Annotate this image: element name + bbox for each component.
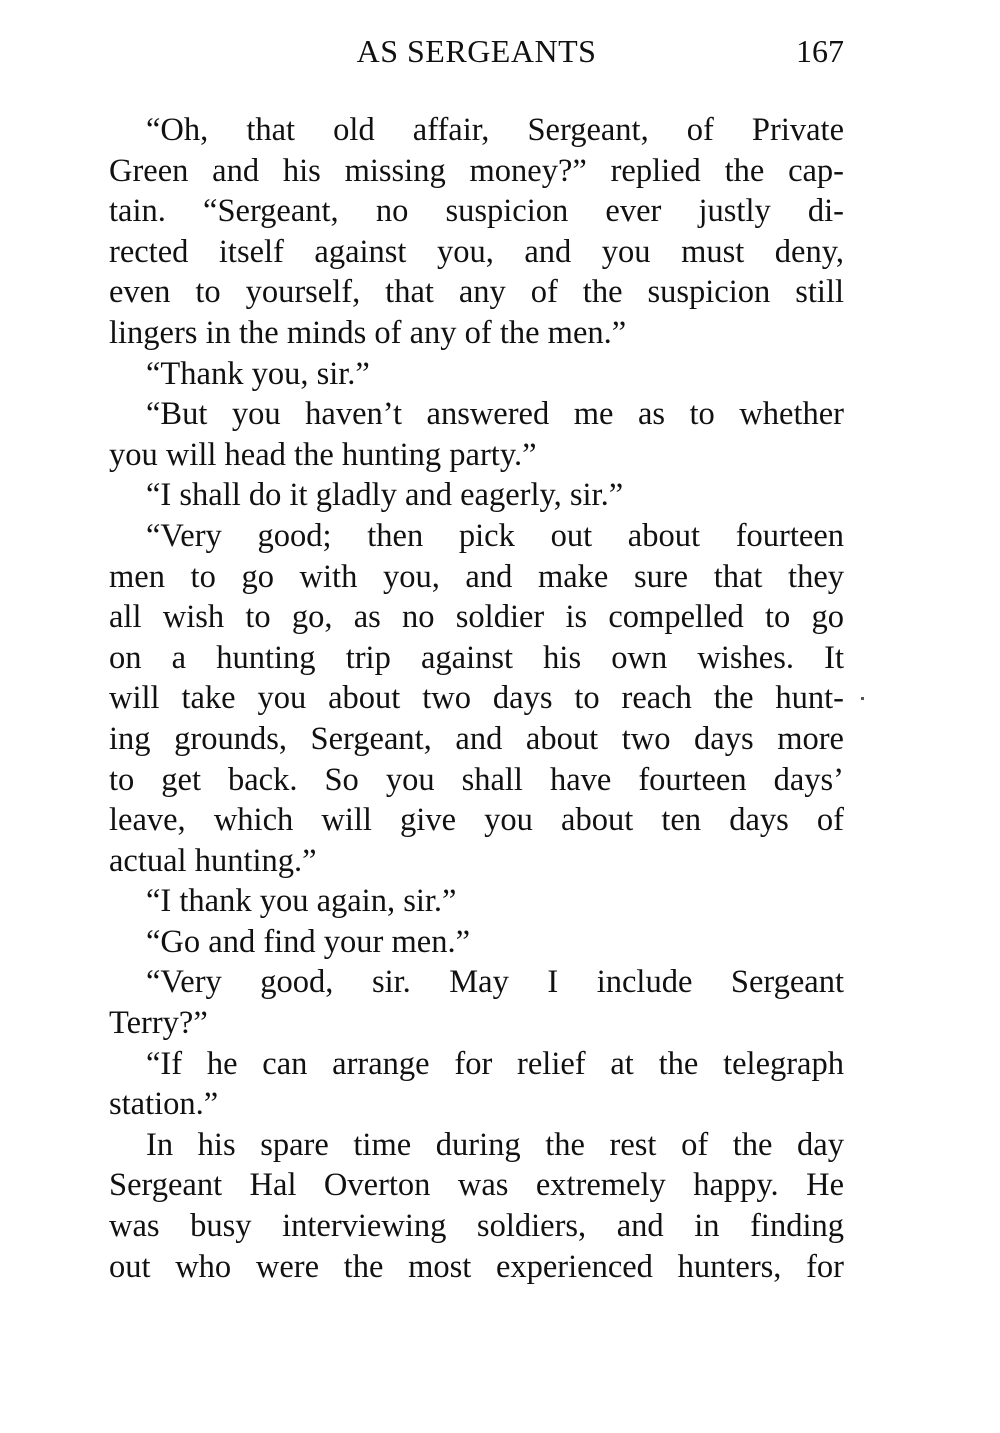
text-line: even to yourself, that any of the suspicion still: [109, 274, 844, 311]
text-line: ing grounds, Sergeant, and about two days more: [109, 720, 844, 757]
text-line: “I shall do it gladly and eagerly, sir.”: [146, 477, 624, 514]
text-line: will take you about two days to reach the hunt-: [109, 680, 844, 717]
text-line: you will head the hunting party.”: [109, 436, 537, 473]
text-line: actual hunting.”: [109, 842, 317, 879]
running-title: AS SERGEANTS: [356, 33, 597, 69]
text-line: out who were the most experienced hunters, for: [109, 1248, 844, 1285]
text-line: on a hunting trip against his own wishes. It: [109, 639, 844, 676]
text-line: to get back. So you shall have fourteen days’: [109, 761, 844, 798]
text-line: “Very good; then pick out about fourteen: [146, 517, 844, 554]
page-header: [109, 28, 844, 74]
page-number: 167: [796, 33, 844, 69]
text-line: Green and his missing money?” replied the cap-: [109, 152, 844, 189]
text-line: leave, which will give you about ten days of: [109, 802, 844, 839]
text-line: tain. “Sergeant, no suspicion ever justly di-: [109, 193, 844, 230]
text-line: rected itself against you, and you must deny,: [109, 233, 844, 270]
text-line: “Go and find your men.”: [146, 923, 471, 960]
text-line: “Thank you, sir.”: [146, 355, 370, 392]
text-line: all wish to go, as no soldier is compelled to go: [109, 599, 844, 636]
text-line: lingers in the minds of any of the men.”: [109, 314, 627, 351]
text-line: “But you haven’t answered me as to whether: [146, 396, 844, 433]
text-line: men to go with you, and make sure that they: [109, 558, 844, 595]
text-line: “I thank you again, sir.”: [146, 883, 457, 920]
text-line: Sergeant Hal Overton was extremely happy. He: [109, 1167, 844, 1204]
text-line: “Oh, that old affair, Sergeant, of Private: [146, 112, 844, 148]
text-line: In his spare time during the rest of the day: [146, 1126, 844, 1163]
text-line: “If he can arrange for relief at the telegraph: [146, 1045, 844, 1082]
text-line: Terry?”: [109, 1005, 208, 1042]
text-line: station.”: [109, 1086, 219, 1123]
print-speck: [861, 697, 864, 700]
text-line: was busy interviewing soldiers, and in finding: [109, 1208, 844, 1245]
body-text: [109, 110, 844, 1287]
text-line: “Very good, sir. May I include Sergeant: [146, 964, 844, 1001]
